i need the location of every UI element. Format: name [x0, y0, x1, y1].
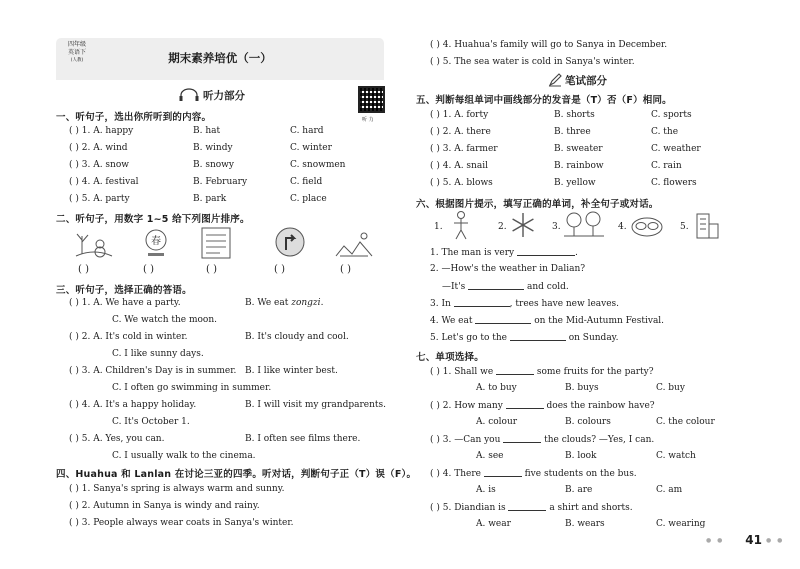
sec1-title: 一、听句子，选出你所听到的内容。 — [56, 112, 212, 123]
sec1-row4-a: ( ) 4. A. festival — [69, 177, 139, 187]
sec6-line1: 1. The man is very . — [430, 248, 578, 258]
sec3-q5-a: ( ) 5. A. Yes, you can. — [69, 434, 165, 444]
picture-spring-trees — [564, 210, 604, 238]
sec6-line4: 4. We eat on the Mid-Autumn Festival. — [430, 316, 665, 326]
page-number: 41 — [745, 533, 762, 547]
sec4-title: 四、Huahua 和 Lanlan 在讨论三亚的四季。听对话，判断句子正（T）误（F）。 — [56, 469, 417, 480]
sec5-row5-b: B. yellow — [554, 178, 596, 188]
sec7-q1-c: C. buy — [656, 383, 685, 393]
sec5-row2-b: B. three — [554, 127, 591, 137]
picture-building — [694, 210, 720, 240]
sec1-row3-a: ( ) 3. A. snow — [69, 160, 129, 170]
sec5-row2-c: C. the — [651, 127, 679, 137]
sec4-item3: ( ) 3. People always wear coats in Sanya's winter. — [69, 518, 294, 528]
sec6-blank-3[interactable] — [454, 298, 510, 307]
sec6-line5: 5. Let's go to the on Sunday. — [430, 333, 619, 343]
headphones-icon — [178, 88, 200, 102]
sec3-q2-c: C. I like sunny days. — [112, 349, 204, 359]
sec3-q2-a: ( ) 2. A. It's cold in winter. — [69, 332, 188, 342]
sec7-q5-a: A. wear — [476, 519, 511, 529]
footer-dots-right: ● ● — [766, 537, 785, 544]
sec1-row4-b: B. February — [193, 177, 248, 187]
footer-dots-left: ● ● — [706, 537, 725, 544]
sec5-row3-b: B. sweater — [554, 144, 603, 154]
sec7-blank-5[interactable] — [508, 502, 546, 511]
sec6-blank-4[interactable] — [475, 315, 531, 324]
sec5-row1-b: B. shorts — [554, 110, 595, 120]
sec5-row3-c: C. weather — [651, 144, 701, 154]
sec4-item2: ( ) 2. Autumn in Sanya is windy and rainy. — [69, 501, 260, 511]
sec7-title: 七、单项选择。 — [416, 352, 484, 363]
sec6-blank-2[interactable] — [468, 281, 524, 290]
sec1-row1-c: C. hard — [290, 126, 324, 136]
sec1-row3-b: B. snowy — [193, 160, 234, 170]
sec2-paren-5[interactable]: ( ) — [340, 264, 351, 275]
sec7-q2: ( ) 2. How many does the rainbow have? — [430, 401, 655, 411]
sec3-q1-a: ( ) 1. A. We have a party. — [69, 298, 181, 308]
sec7-q4: ( ) 4. There five students on the bus. — [430, 469, 637, 479]
picture-mooncakes — [630, 212, 664, 238]
sec7-q1-b: B. buys — [565, 383, 599, 393]
sec3-q1-b: B. We eat zongzi. — [245, 298, 324, 308]
qr-caption: 听 力 — [362, 117, 374, 123]
sec3-q1-c: C. We watch the moon. — [112, 315, 218, 325]
sec2-paren-4[interactable]: ( ) — [274, 264, 285, 275]
sec7-q3-c: C. watch — [656, 451, 696, 461]
picture-snow-scene — [74, 228, 114, 260]
sec7-q2-b: B. colours — [565, 417, 611, 427]
pencil-icon — [548, 73, 562, 87]
sec7-q3-a: A. see — [476, 451, 504, 461]
title-banner — [56, 38, 384, 80]
sec6-line2: 2. —How's the weather in Dalian? — [430, 264, 586, 274]
sec5-row1-c: C. sports — [651, 110, 692, 120]
sec2-paren-3[interactable]: ( ) — [206, 264, 217, 275]
edition-text: (人教) — [70, 58, 84, 63]
sec1-row2-b: B. windy — [193, 143, 233, 153]
sec5-row1-a: ( ) 1. A. forty — [430, 110, 489, 120]
listening-heading: 听力部分 — [203, 90, 245, 102]
sec6-pic-label-4: 4. — [618, 222, 627, 232]
sec2-title: 二、听句子，用数字 1~5 给下列图片排序。 — [56, 214, 250, 225]
svg-text:春: 春 — [151, 236, 161, 247]
sec5-row2-a: ( ) 2. A. there — [430, 127, 491, 137]
sec1-row1-a: ( ) 1. A. happy — [69, 126, 134, 136]
subject-text: 英语下 — [67, 49, 86, 56]
grade-text: 四年级 — [67, 41, 86, 48]
sec1-row5-a: ( ) 5. A. party — [69, 194, 130, 204]
sec7-q4-b: B. are — [565, 485, 593, 495]
sec7-q4-c: C. am — [656, 485, 683, 495]
sec7-q5-b: B. wears — [565, 519, 605, 529]
sec1-row3-c: C. snowmen — [290, 160, 346, 170]
sec7-q1-a: A. to buy — [476, 383, 517, 393]
sec3-q4-b: B. I will visit my grandparents. — [245, 400, 387, 410]
sec7-q1: ( ) 1. Shall we some fruits for the party? — [430, 367, 654, 377]
right-page — [400, 0, 800, 569]
qr-code[interactable] — [358, 86, 385, 113]
picture-chinese-text — [200, 226, 232, 260]
writing-heading: 笔试部分 — [565, 75, 607, 87]
sec4-item4: ( ) 4. Huahua's family will go to Sanya in December. — [430, 40, 668, 50]
sec7-q2-a: A. colour — [476, 417, 518, 427]
sec3-q4-c: C. It's October 1. — [112, 417, 190, 427]
sec5-title: 五、判断每组单词中画线部分的发音是（T）否（F）相同。 — [416, 95, 672, 106]
sec3-q3-c: C. I often go swimming in summer. — [112, 383, 272, 393]
picture-farm-scene — [334, 228, 374, 260]
sec1-row4-c: C. field — [290, 177, 323, 187]
snowflake-icon — [510, 212, 536, 238]
sec6-pic-label-1: 1. — [434, 222, 443, 232]
sec6-title: 六、根据图片提示，填写正确的单词，补全句子或对话。 — [416, 199, 659, 210]
sec6-line3: 3. In , trees have new leaves. — [430, 299, 620, 309]
sec7-blank-4[interactable] — [484, 468, 522, 477]
sec3-q5-c: C. I usually walk to the cinema. — [112, 451, 256, 461]
sec6-line2-answer: —It's and cold. — [442, 282, 569, 292]
sec7-blank-1[interactable] — [496, 366, 534, 375]
sec3-q3-a: ( ) 3. A. Children's Day is in summer. — [69, 366, 237, 376]
sec1-row1-b: B. hat — [193, 126, 221, 136]
sec7-q3: ( ) 3. —Can you the clouds? —Yes, I can. — [430, 435, 655, 445]
picture-tall-man — [450, 210, 472, 240]
sec2-paren-1[interactable]: ( ) — [78, 264, 89, 275]
sec7-q3-b: B. look — [565, 451, 597, 461]
sec5-row5-a: ( ) 5. A. blows — [430, 178, 493, 188]
sec3-q2-b: B. It's cloudy and cool. — [245, 332, 349, 342]
sec5-row4-a: ( ) 4. A. snail — [430, 161, 488, 171]
sec6-pic-label-3: 3. — [552, 222, 561, 232]
sec7-q4-a: A. is — [476, 485, 496, 495]
sec5-row5-c: C. flowers — [651, 178, 697, 188]
sec7-q5-c: C. wearing — [656, 519, 706, 529]
sec1-row5-b: B. park — [193, 194, 227, 204]
sec5-row3-a: ( ) 3. A. farmer — [430, 144, 498, 154]
picture-spring-festival — [138, 228, 174, 260]
picture-road-sign — [274, 226, 306, 260]
sec3-q5-b: B. I often see films there. — [245, 434, 361, 444]
sec6-blank-5[interactable] — [510, 332, 566, 341]
sec3-q3-b: B. I like winter best. — [245, 366, 338, 376]
sec4-item5: ( ) 5. The sea water is cold in Sanya's winter. — [430, 57, 635, 67]
sec7-blank-2[interactable] — [506, 400, 544, 409]
sec6-pic-label-2: 2. — [498, 222, 507, 232]
sec3-title: 三、听句子，选择正确的答语。 — [56, 285, 192, 296]
page-title: 期末素养培优（一） — [168, 51, 272, 65]
sec7-blank-3[interactable] — [503, 434, 541, 443]
sec1-row2-a: ( ) 2. A. wind — [69, 143, 128, 153]
sec2-paren-2[interactable]: ( ) — [143, 264, 154, 275]
sec3-q4-a: ( ) 4. A. It's a happy holiday. — [69, 400, 197, 410]
sec6-pic-label-5: 5. — [680, 222, 689, 232]
sec5-row4-b: B. rainbow — [554, 161, 604, 171]
sec1-row5-c: C. place — [290, 194, 327, 204]
sec6-blank-1[interactable] — [517, 247, 575, 256]
sec5-row4-c: C. rain — [651, 161, 682, 171]
sec1-row2-c: C. winter — [290, 143, 332, 153]
sec7-q2-c: C. the colour — [656, 417, 715, 427]
sec7-q5: ( ) 5. Diandian is a shirt and shorts. — [430, 503, 633, 513]
sec4-item1: ( ) 1. Sanya's spring is always warm and sunny. — [69, 484, 285, 494]
